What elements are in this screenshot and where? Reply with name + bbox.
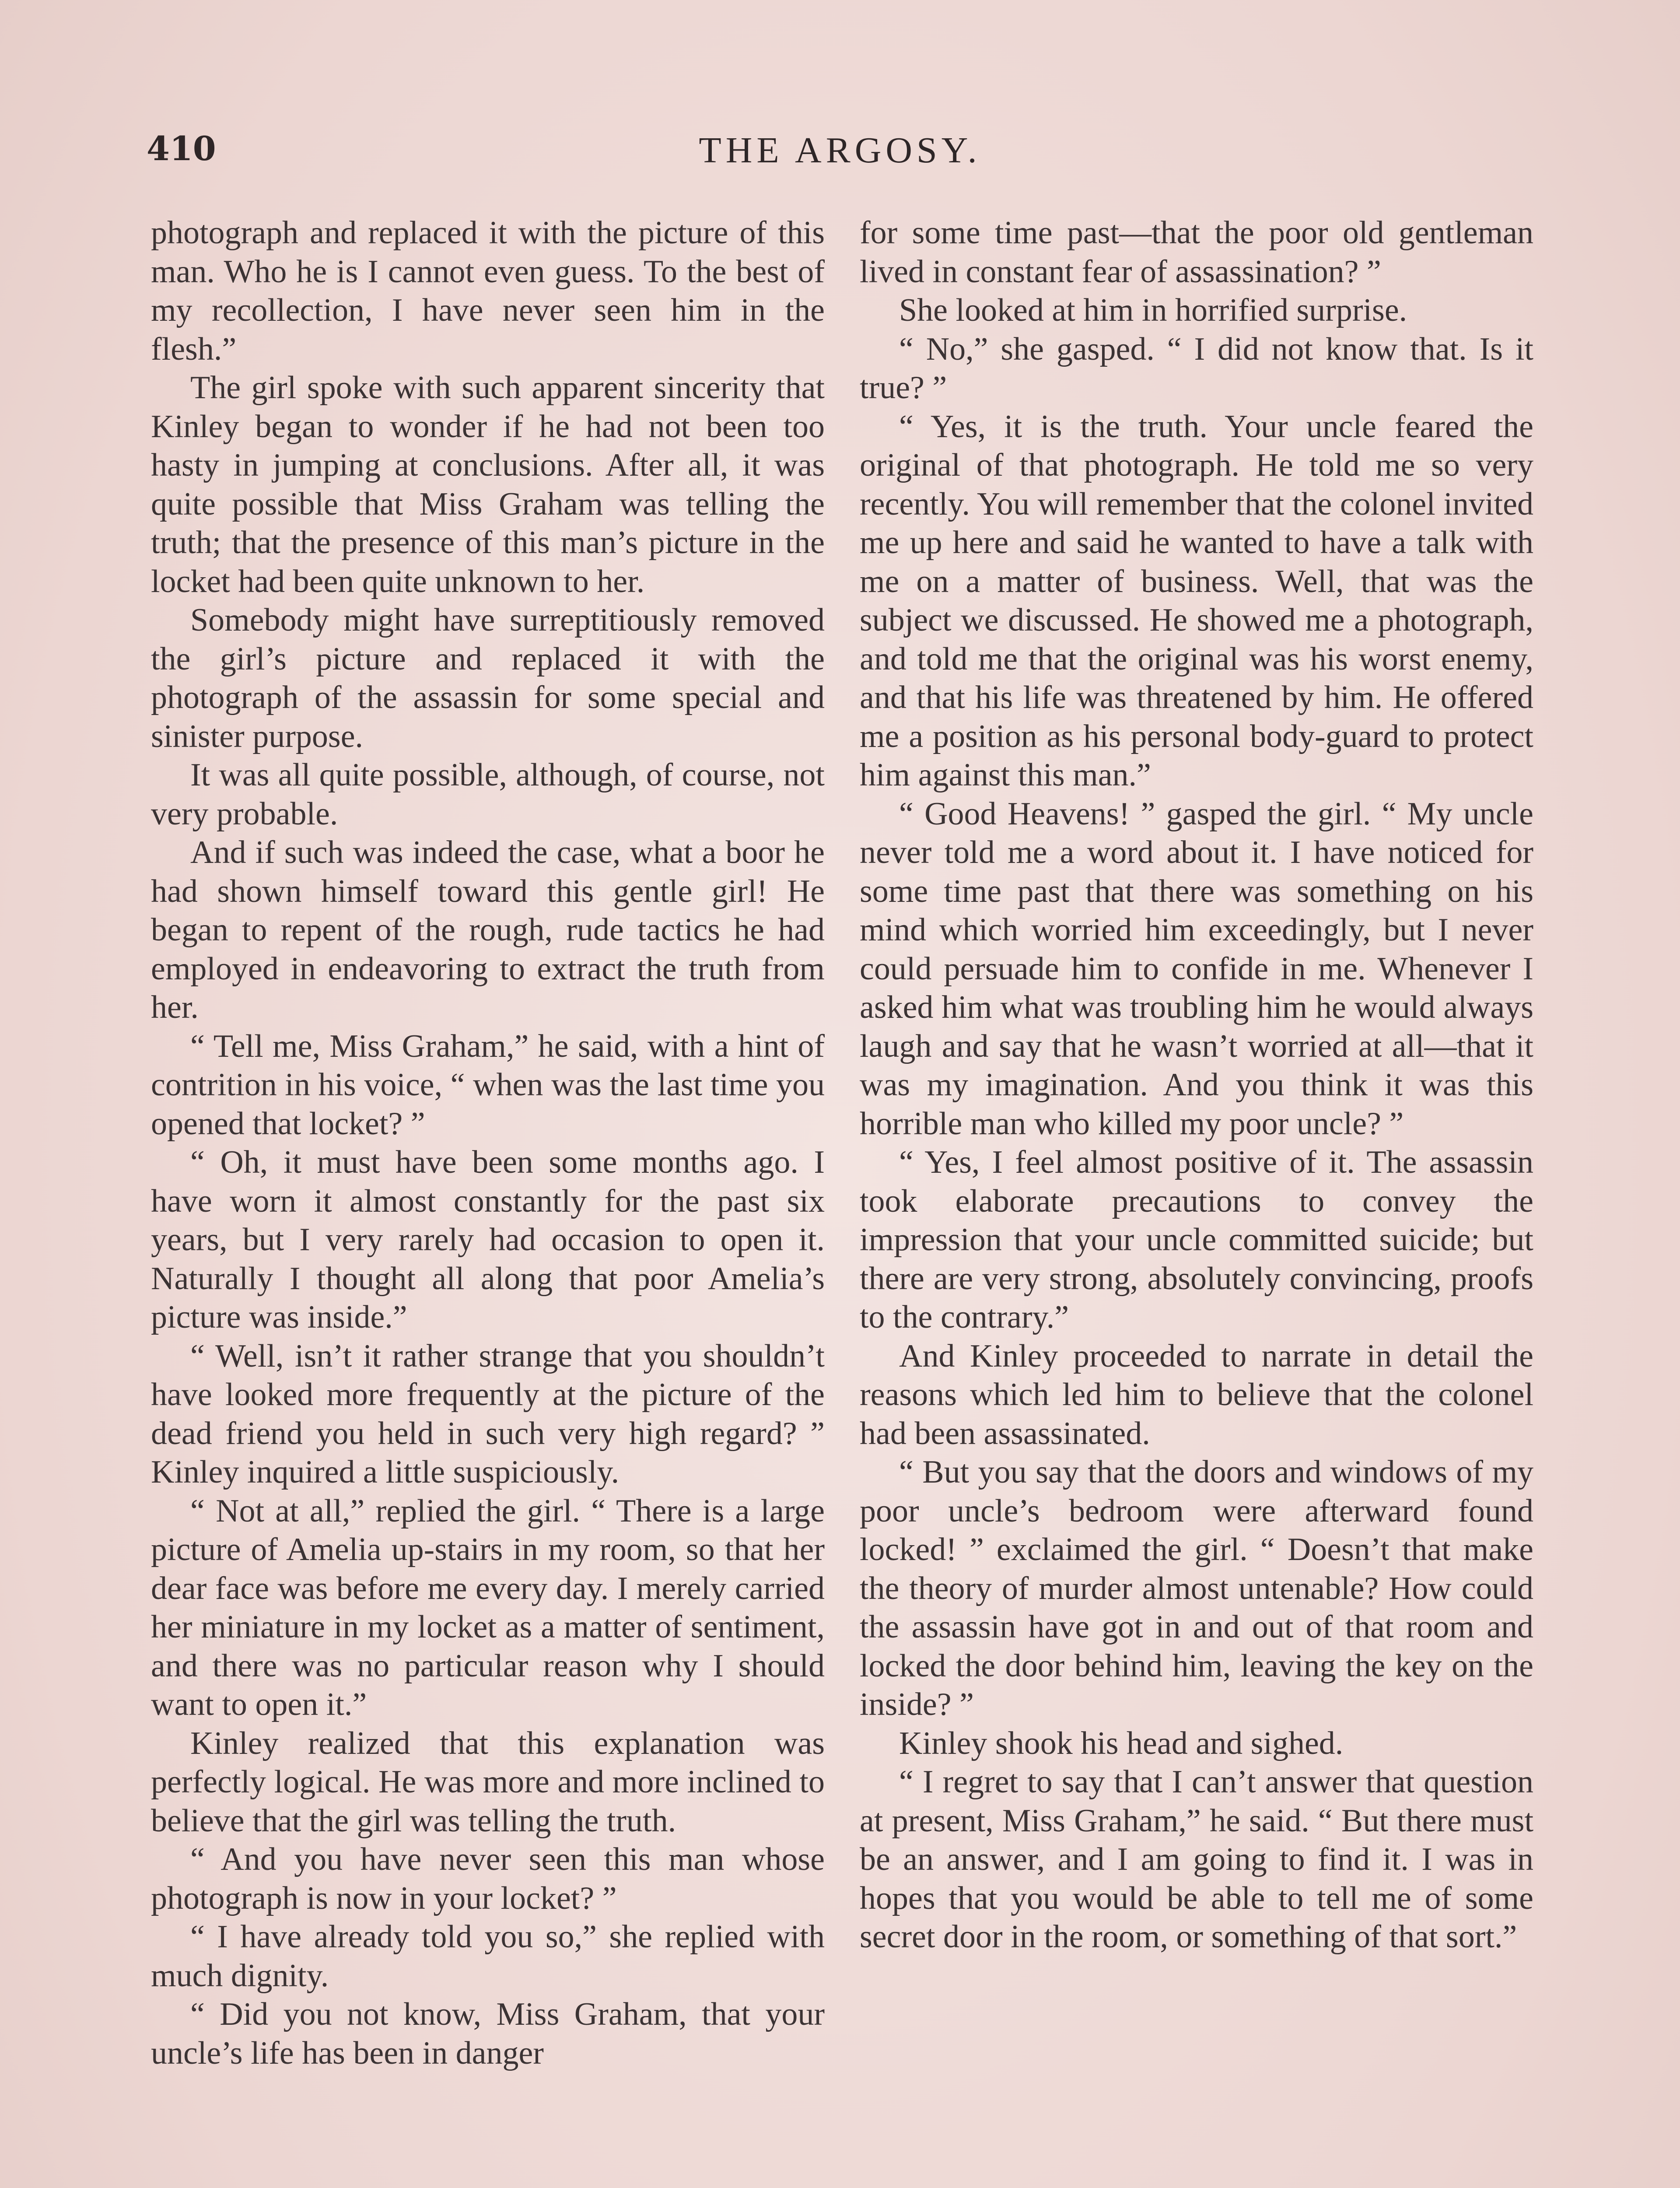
right-column (860, 214, 1533, 1957)
paragraph: And Kinley proceeded to narrate in detail the reasons which led him to believe that the colonel had been assassinated. (860, 1338, 1533, 1452)
paragraph: She looked at him in horrified surprise. (899, 292, 1407, 328)
paragraph: “ Good Heavens! ” gasped the girl. “ My uncle never told me a word about it. I have noticed for some time past that there was something on his mind which worried him exceedingly, but I never could persuade him to confide in me. Whenever I asked him what was troubling him he would always laugh and say that he wasn’t worried at all—that it was my imagination. And you think it was this horrible man who killed my poor uncle? ” (860, 796, 1533, 1142)
paragraph: Kinley shook his head and sighed. (899, 1725, 1344, 1761)
paragraph: “ But you say that the doors and windows of my poor uncle’s bedroom were afterward found locked! ” exclaimed the girl. “ Doesn’t that make the theory of murder almost untenable? How could the assassin have got in and out of that room and locked the door behind him, leaving the key on the inside? ” (860, 1454, 1533, 1722)
page-header (147, 125, 1533, 186)
paragraph: “ Yes, it is the truth. Your uncle feared the original of that photograph. He told me so very recently. You will remember that the colonel invited me up here and said he wanted to have a talk with me on a matter of business. Well, that was the subject we discussed. He showed me a photograph, and told me that the original was his worst enemy, and that his life was threatened by him. He offered me a position as his personal body-guard to protect him against this man.” (860, 408, 1533, 793)
paragraph: The girl spoke with such apparent sincerity that Kinley began to wonder if he had not been too hasty in jumping at conclusions. After all, it was quite possible that Miss Graham was telling the truth; that the presence of this man’s picture in the locket had been quite unknown to her. (151, 370, 825, 600)
paragraph: “ Well, isn’t it rather strange that you shouldn’t have looked more frequently at the picture of the dead friend you held in such very high regard? ” Kinley inquired a little suspiciously. (151, 1338, 825, 1490)
paragraph: “ I have already told you so,” she replied with much dignity. (151, 1919, 825, 1994)
paragraph: “ Not at all,” replied the girl. “ There is a large picture of Amelia up-stairs in my room, so that her dear face was before me every day. I merely carried her miniature in my locket as a matter of sentiment, and there was no particular reason why I should want to open it.” (151, 1493, 825, 1722)
paragraph: “ I regret to say that I can’t answer that question at present, Miss Graham,” he said. “ But there must be an answer, and I am going to find it. I was in hopes that you would be able to tell me of some secret door in the room, or something of that sort.” (860, 1764, 1533, 1955)
paragraph: And if such was indeed the case, what a boor he had shown himself toward this gentle girl! He began to repent of the rough, rude tactics he had employed in endeavoring to extract the truth from her. (151, 835, 825, 1025)
paragraph: “ Tell me, Miss Graham,” he said, with a hint of contrition in his voice, “ when was the last time you opened that locket? ” (151, 1028, 825, 1142)
paragraph: “ And you have never seen this man whose photograph is now in your locket? ” (151, 1841, 825, 1916)
running-title: THE ARGOSY. (699, 130, 981, 171)
paragraph: “ No,” she gasped. “ I did not know that. Is it true? ” (860, 331, 1533, 406)
page-number: 410 (147, 129, 216, 168)
paragraph: It was all quite possible, although, of course, not very probable. (151, 757, 825, 832)
paragraph: “ Oh, it must have been some months ago. I have worn it almost constantly for the past six years, but I very rarely had occasion to open it. Naturally I thought all along that poor Amelia’s picture was inside.” (151, 1144, 825, 1335)
left-column (151, 214, 825, 2072)
paragraph: Somebody might have surreptitiously removed the girl’s picture and replaced it with the photograph of the assassin for some special and sinister purpose. (151, 602, 825, 754)
paragraph: Kinley realized that this explanation was perfectly logical. He was more and more inclined to believe that the girl was telling the truth. (151, 1725, 825, 1839)
paragraph: for some time past—that the poor old gentleman lived in constant fear of assassination? ” (860, 215, 1533, 290)
paragraph: photograph and replaced it with the picture of this man. Who he is I cannot even guess. To the best of my recollection, I have never seen him in the flesh.” (151, 215, 825, 367)
paragraph: “ Yes, I feel almost positive of it. The assassin took elaborate precautions to convey the impression that your uncle committed suicide; but there are very strong, absolutely convincing, proofs to the contrary.” (860, 1144, 1533, 1335)
paragraph: “ Did you not know, Miss Graham, that your uncle’s life has been in danger (151, 1996, 825, 2071)
